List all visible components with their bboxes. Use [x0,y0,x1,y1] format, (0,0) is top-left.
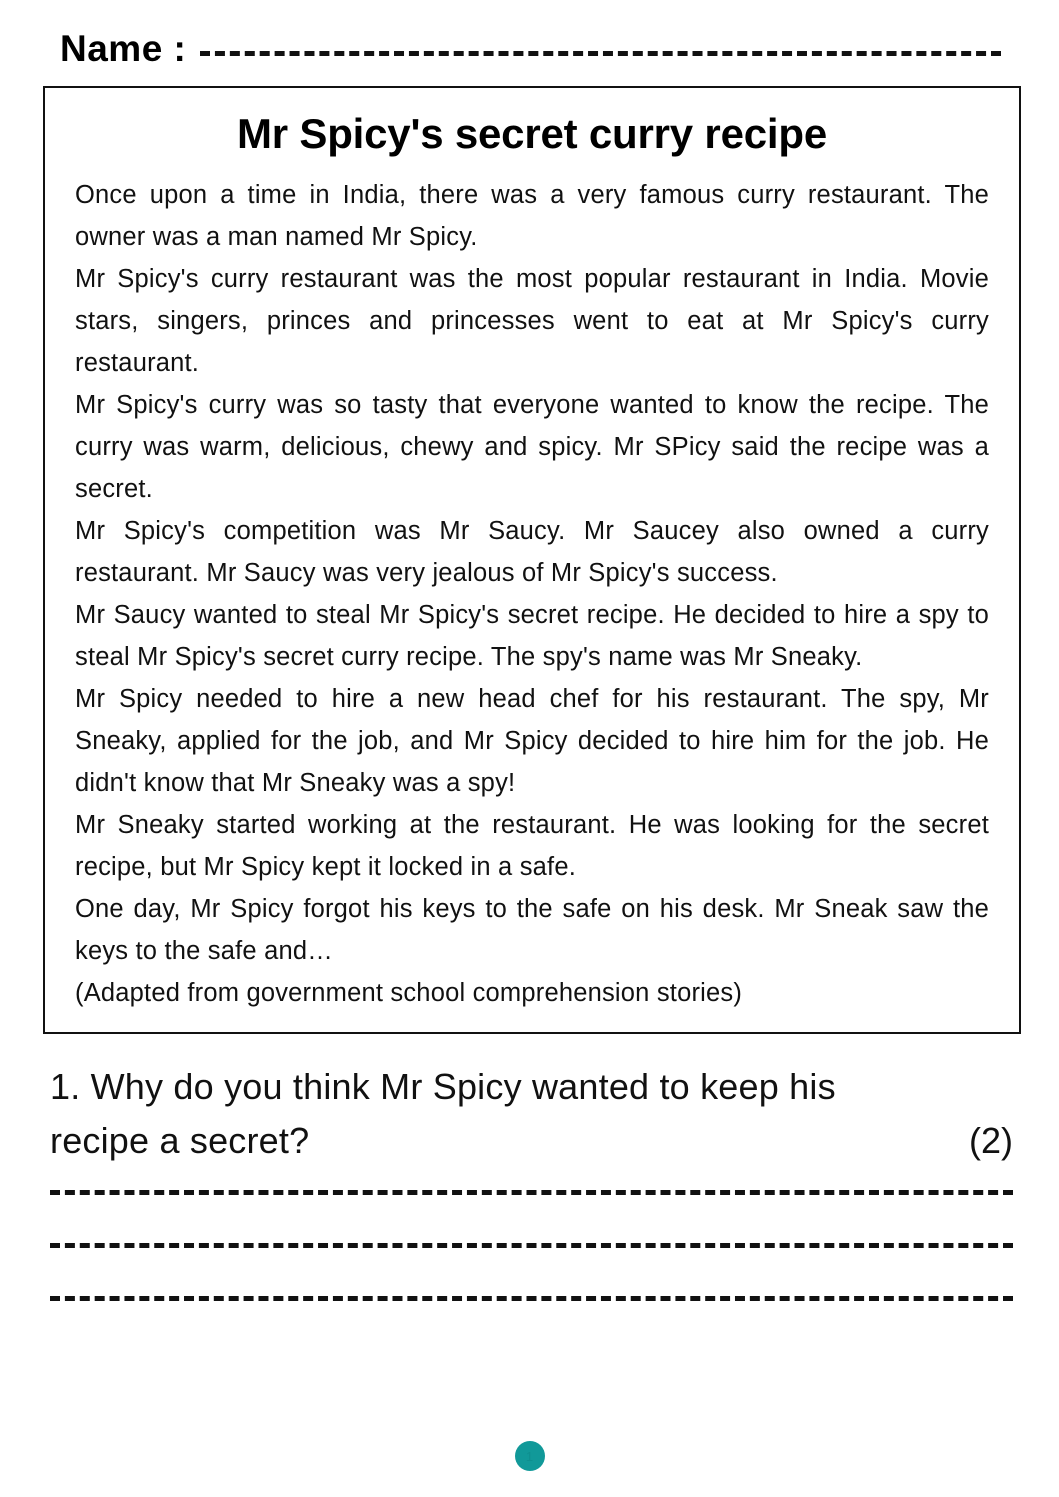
story-paragraph: Once upon a time in India, there was a very famous curry restaurant. The owner was a man named Mr Spicy. [75,181,989,251]
story-paragraph: Mr Spicy's curry restaurant was the most popular restaurant in India. Movie stars, singers, princes and princesses went to eat at Mr Spicy's curry restaurant. [75,265,989,377]
story-paragraph: Mr Spicy's competition was Mr Saucy. Mr Saucey also owned a curry restaurant. Mr Saucy was very jealous of Mr Spicy's success. [75,517,989,587]
story-paragraph: Mr Sneaky started working at the restaurant. He was looking for the secret recipe, but Mr Spicy kept it locked in a safe. [75,811,989,881]
question-1 [50,1060,1013,1168]
question-1-answer-area[interactable] [50,1190,1013,1301]
name-label: Name : [60,28,187,69]
story-paragraph: Mr Saucy wanted to steal Mr Spicy's secret recipe. He decided to hire a spy to steal Mr Spicy's secret curry recipe. The spy's name was Mr Sneaky. [75,601,989,671]
question-1-line-2: recipe a secret? [50,1120,310,1161]
name-field-row [28,18,1031,80]
answer-line[interactable] [50,1296,1013,1301]
question-1-line-1: 1. Why do you think Mr Spicy wanted to keep his [50,1066,836,1107]
story-title: Mr Spicy's secret curry recipe [237,110,827,157]
answer-line[interactable] [50,1243,1013,1248]
question-1-line-2-row [50,1114,1013,1168]
story-paragraph: Mr Spicy needed to hire a new head chef for his restaurant. The spy, Mr Sneaky, applied for the job, and Mr Spicy decided to hire him for the job. He didn't know that Mr Sneaky was a spy! [75,685,989,797]
story-paragraph: Mr Spicy's curry was so tasty that everyone wanted to know the recipe. The curry was warm, delicious, chewy and spicy. Mr SPicy said the recipe was a secret. [75,391,989,503]
story-body [75,174,989,1014]
question-1-marks: (2) [969,1120,1013,1161]
story-source-note: (Adapted from government school comprehension stories) [75,979,743,1007]
name-write-line[interactable] [200,51,1001,56]
story-paragraph: One day, Mr Spicy forgot his keys to the safe on his desk. Mr Sneak saw the keys to the safe and… [75,895,989,965]
answer-line[interactable] [50,1190,1013,1195]
story-passage-box [43,86,1021,1034]
page-number-badge: 1 [515,1441,545,1471]
